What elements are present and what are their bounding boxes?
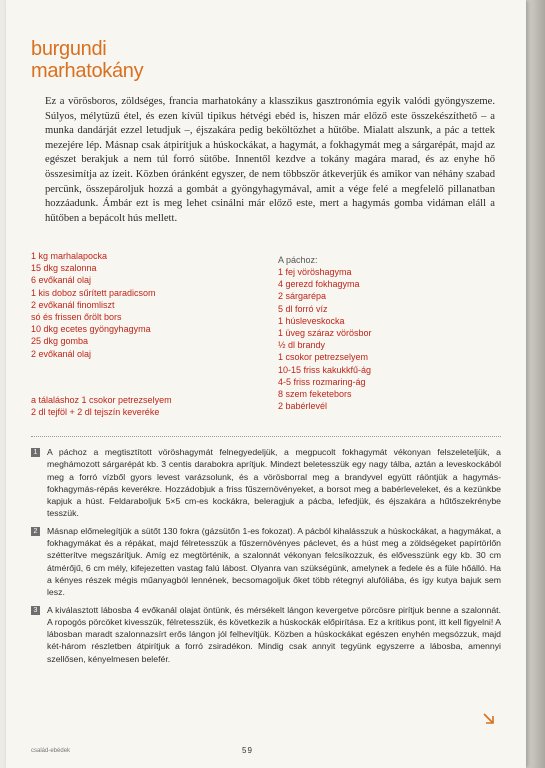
- book-page: [6, 0, 526, 768]
- serving-item: a tálaláshoz 1 csokor petrezselyem: [31, 395, 172, 405]
- ingredient-item: 1 kis doboz sűrített paradicsom: [31, 287, 156, 298]
- step-text: Másnap előmelegítjük a sütőt 130 fokra (gázsütőn 1-es fokozat). A pácból kihalásszuk a húskockákat, a hagymákat, a fokhagymákat és a répákat, majd félretesszük a fűszernövényes páclevet, és a húst meg a zöldségeket papírtörlőn szétterítve megszárítjuk. Amíg ez megtörténik, a szalonnát vékonyan felcsíkozzuk, és elővesszünk egy kb. 30 cm átmérőjű, 6 cm mély, kifejezetten vastag falú lábost. Olyanra van szükségünk, amelynek a fedele és a füle hőálló. Ha a kényes részek mégis műanyagból lennének, becsomagoljuk őket több rétegnyi alufóliába, és így kutya bajuk sem lesz.: [47, 525, 501, 598]
- arrow-down-right-icon: [482, 712, 496, 726]
- step-text: A kiválasztott lábosba 4 evőkanál olajat öntünk, és mérsékelt lángon kevergetve pörcösre pirítjuk benne a szalonnát. A ropogós pörcöket kivesszük, félretesszük, és következik a húskockák előpirítása. Ez a kritikus pont, itt kell figyelni! A lábosban maradt szalonnazsírt erős lángon jól felhevítjük. Közben a húskockákat egészen enyhén megsózzuk, majd két-három részletben átpirítjuk a forró zsiradékon. Mindig csak annyit tegyünk egyszerre a lábosba, amennyi szellősen, kényelmesen belefér.: [47, 604, 501, 664]
- marinade-item: 1 húsleveskocka: [278, 315, 345, 326]
- method-step: [31, 525, 501, 599]
- marinade-item: 4-5 friss rozmaring-ág: [278, 376, 366, 387]
- ingredient-item: 6 evőkanál olaj: [31, 275, 92, 286]
- method-step: [31, 604, 501, 665]
- recipe-intro: Ez a vörösboros, zöldséges, francia marhatokány a klasszikus gasztronómia egyik valódi gyöngyszeme. Súlyos, mélytüzű étel, és ezen kívül tipikus hétvégi ebéd is, hiszen már előző este összekészíthető – a munka dandárját ezzel letudjuk –, éjszakára pedig beköltözhet a hűtőbe. Mialatt alszunk, a pác a tettek mezejére lép. Másnap csak átpirítjuk a húskockákat, a hagymát, a fokhagymát meg a sárgarépát, majd az egészet berakjuk a nem túl forró sütőbe. Innentől kezdve a tokány magára marad, és az enyhe hő összesimítja az ízeit. Közben óránként egyszer, de nem többször átkeverjük és amikor van néhány szabad percünk, összepároljuk hozzá a gombát a gyöngyhagymával, amit a vége felé a megfelelő pillanatban hozzáadunk. Ámbár ezt is meg lehet csinálni már előző este, mert a hagymás gomba vidáman eláll a hűtőben a bepácolt hús mellett.: [45, 96, 495, 224]
- ingredient-item: 15 dkg szalonna: [31, 263, 97, 274]
- page-number: 59: [242, 746, 253, 755]
- recipe-title: [31, 38, 143, 82]
- ingredient-list-main: [31, 250, 156, 360]
- marinade-item: ½ dl brandy: [278, 340, 326, 351]
- ingredient-list-serving: [31, 394, 172, 418]
- method-step: [31, 446, 501, 520]
- marinade-item: 2 sárgarépa: [278, 291, 327, 302]
- ingredient-item: 25 dkg gomba: [31, 336, 89, 347]
- marinade-item: 1 csokor petrezselyem: [278, 352, 369, 363]
- serving-item: 2 dl tejföl + 2 dl tejszín keveréke: [31, 407, 160, 418]
- method-steps: [31, 446, 501, 670]
- step-number-badge: 3: [31, 606, 40, 615]
- marinade-item: 1 fej vöröshagyma: [278, 267, 352, 277]
- ingredient-item: 2 evőkanál olaj: [31, 348, 92, 359]
- marinade-item: 8 szem feketebors: [278, 389, 352, 400]
- step-number-badge: 1: [31, 448, 40, 457]
- ingredient-list-marinade: [278, 266, 372, 412]
- marinade-item: 1 üveg száraz vörösbor: [278, 328, 372, 339]
- step-text: A páchoz a megtisztított vöröshagymát felnegyedeljük, a megpucolt fokhagymát vékonyan felszeleteljük, a meghámozott sárgarépát kb. 3 centis darabokra aprítjuk. Mindezt beletesszük egy nagy tálba, aztán a leveskockából meg a forró vízből gyors levest varázsolunk, és a vörösborral meg a brandyvel együtt ráöntjük a hagymás-fokhagymás-répás keverékre. Hozzádobjuk a friss fűszernövényeket, a borsot meg a babérleveleket, és a kezünkbe kapjuk a húst. Feldaraboljuk 5×5 cm-es kockákra, beleragjuk a pácba, lefedjük, és éjszakára a hűtőszekrénybe tesszük.: [47, 447, 501, 519]
- marinade-item: 5 dl forró víz: [278, 303, 328, 314]
- ingredient-item: 10 dkg ecetes gyöngyhagyma: [31, 324, 151, 335]
- ingredient-item: 1 kg marhalapocka: [31, 251, 108, 261]
- marinade-item: 2 babérlevél: [278, 401, 328, 412]
- footer-section-label: család-ebédek: [31, 748, 71, 754]
- marinade-item: 4 gerezd fokhagyma: [278, 279, 360, 290]
- ingredient-item: 2 evőkanál finomliszt: [31, 299, 115, 310]
- ingredient-item: só és frissen őrölt bors: [31, 312, 122, 323]
- marinade-item: 10-15 friss kakukkfű-ág: [278, 364, 372, 375]
- section-divider: [31, 436, 501, 437]
- recipe-title-line1: burgundi: [31, 38, 107, 60]
- step-number-badge: 2: [31, 527, 40, 536]
- marinade-heading: A páchoz:: [278, 255, 318, 265]
- recipe-title-line2: marhatokány: [31, 60, 144, 82]
- page-edge: [526, 0, 545, 768]
